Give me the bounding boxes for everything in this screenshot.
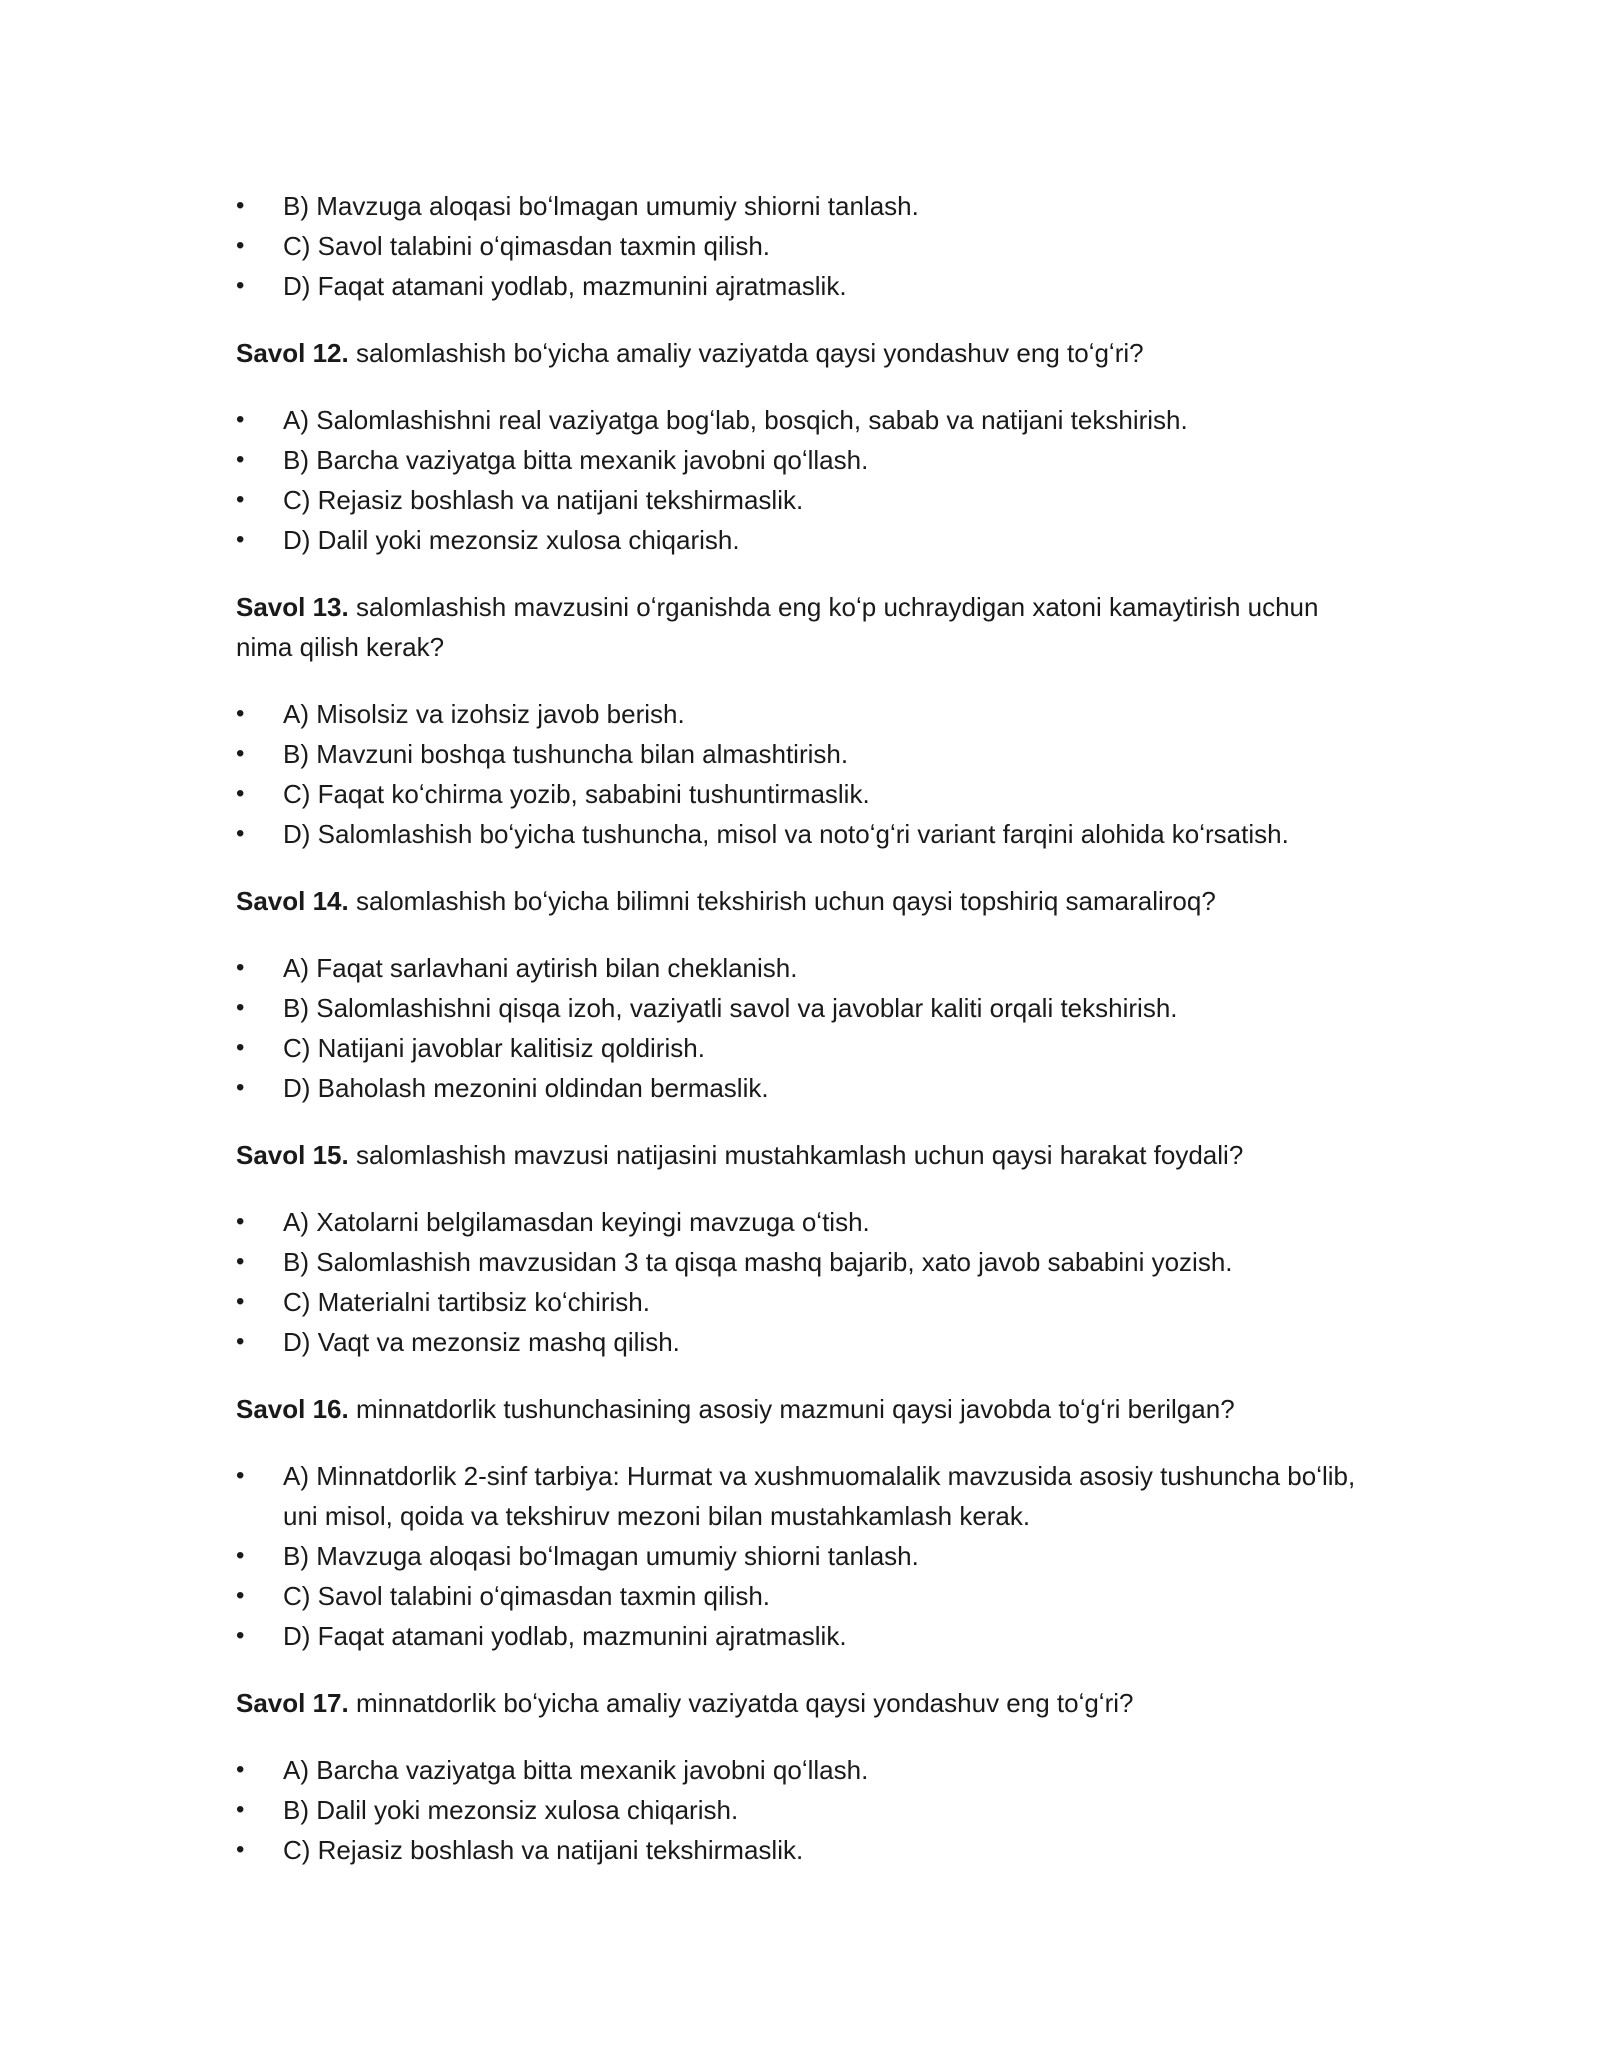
- list-item: [236, 814, 1366, 854]
- bullet-icon: •: [236, 446, 245, 473]
- option-text: C) Rejasiz boshlash va natijani tekshirmaslik.: [283, 485, 804, 515]
- option-text: C) Faqat koʻchirma yozib, sababini tushuntirmaslik.: [283, 779, 870, 809]
- bullet-icon: •: [236, 994, 245, 1021]
- document-page: [236, 186, 1366, 1870]
- bullet-icon: •: [236, 700, 245, 727]
- option-text: A) Salomlashishni real vaziyatga bogʻlab, bosqich, sabab va natijani tekshirish.: [283, 405, 1188, 435]
- bullet-icon: •: [236, 1622, 245, 1649]
- question-label: Savol 16.: [236, 1394, 349, 1424]
- list-item: [236, 988, 1366, 1028]
- option-text: B) Mavzuni boshqa tushuncha bilan almashtirish.: [283, 739, 849, 769]
- option-list: [236, 948, 1366, 1108]
- option-text: D) Faqat atamani yodlab, mazmunini ajratmaslik.: [283, 271, 847, 301]
- option-list: [236, 1456, 1366, 1656]
- option-text: B) Mavzuga aloqasi boʻlmagan umumiy shiorni tanlash.: [283, 191, 919, 221]
- option-text: B) Barcha vaziyatga bitta mexanik javobni qoʻllash.: [283, 445, 869, 475]
- list-item: [236, 1242, 1366, 1282]
- list-item: [236, 1028, 1366, 1068]
- option-text: D) Baholash mezonini oldindan bermaslik.: [283, 1073, 769, 1103]
- option-text: D) Vaqt va mezonsiz mashq qilish.: [283, 1327, 680, 1357]
- question-label: Savol 12.: [236, 338, 349, 368]
- list-item: [236, 1068, 1366, 1108]
- question-text: minnatdorlik boʻyicha amaliy vaziyatda qaysi yondashuv eng toʻgʻri?: [348, 1688, 1134, 1718]
- list-item: [236, 774, 1366, 814]
- list-item: [236, 1830, 1366, 1870]
- list-item: [236, 400, 1366, 440]
- bullet-icon: •: [236, 526, 245, 553]
- bullet-icon: •: [236, 406, 245, 433]
- bullet-icon: •: [236, 1208, 245, 1235]
- list-item: [236, 1456, 1366, 1536]
- option-text: D) Salomlashish boʻyicha tushuncha, misol va notoʻgʻri variant farqini alohida koʻrsatish.: [283, 819, 1289, 849]
- option-text: B) Salomlashish mavzusidan 3 ta qisqa mashq bajarib, xato javob sababini yozish.: [283, 1247, 1233, 1277]
- list-item: [236, 520, 1366, 560]
- list-item: [236, 1616, 1366, 1656]
- option-text: A) Xatolarni belgilamasdan keyingi mavzuga oʻtish.: [283, 1207, 870, 1237]
- question: [236, 1683, 1366, 1723]
- bullet-icon: •: [236, 1836, 245, 1863]
- option-text: A) Barcha vaziyatga bitta mexanik javobni qoʻllash.: [283, 1755, 869, 1785]
- list-item: [236, 734, 1366, 774]
- bullet-icon: •: [236, 1034, 245, 1061]
- bullet-icon: •: [236, 192, 245, 219]
- bullet-icon: •: [236, 1328, 245, 1355]
- option-text: A) Faqat sarlavhani aytirish bilan cheklanish.: [283, 953, 798, 983]
- question-text: salomlashish boʻyicha amaliy vaziyatda qaysi yondashuv eng toʻgʻri?: [348, 338, 1144, 368]
- option-text: C) Rejasiz boshlash va natijani tekshirmaslik.: [283, 1835, 804, 1865]
- option-list: [236, 694, 1366, 854]
- question: [236, 333, 1366, 373]
- bullet-icon: •: [236, 1796, 245, 1823]
- question-text: salomlashish mavzusini oʻrganishda eng koʻp uchraydigan xatoni kamaytirish uchun nima qilish kerak?: [236, 592, 1319, 662]
- list-item: [236, 480, 1366, 520]
- list-item: [236, 440, 1366, 480]
- option-text: D) Dalil yoki mezonsiz xulosa chiqarish.: [283, 525, 740, 555]
- list-item: [236, 1322, 1366, 1362]
- list-item: [236, 694, 1366, 734]
- option-text: A) Misolsiz va izohsiz javob berish.: [283, 699, 685, 729]
- question-label: Savol 17.: [236, 1688, 349, 1718]
- bullet-icon: •: [236, 954, 245, 981]
- bullet-icon: •: [236, 1756, 245, 1783]
- question: [236, 881, 1366, 921]
- question-label: Savol 14.: [236, 886, 349, 916]
- question-label: Savol 13.: [236, 592, 349, 622]
- bullet-icon: •: [236, 1074, 245, 1101]
- bullet-icon: •: [236, 232, 245, 259]
- list-item: [236, 1576, 1366, 1616]
- question: [236, 587, 1366, 667]
- bullet-icon: •: [236, 1288, 245, 1315]
- question-text: salomlashish mavzusi natijasini mustahkamlash uchun qaysi harakat foydali?: [348, 1140, 1244, 1170]
- question-text: minnatdorlik tushunchasining asosiy mazmuni qaysi javobda toʻgʻri berilgan?: [348, 1394, 1235, 1424]
- option-text: B) Dalil yoki mezonsiz xulosa chiqarish.: [283, 1795, 739, 1825]
- bullet-icon: •: [236, 820, 245, 847]
- question-text: salomlashish boʻyicha bilimni tekshirish uchun qaysi topshiriq samaraliroq?: [348, 886, 1216, 916]
- option-text: B) Salomlashishni qisqa izoh, vaziyatli savol va javoblar kaliti orqali tekshirish.: [283, 993, 1178, 1023]
- option-text: D) Faqat atamani yodlab, mazmunini ajratmaslik.: [283, 1621, 847, 1651]
- option-text: B) Mavzuga aloqasi boʻlmagan umumiy shiorni tanlash.: [283, 1541, 919, 1571]
- bullet-icon: •: [236, 1248, 245, 1275]
- bullet-icon: •: [236, 1582, 245, 1609]
- list-item: [236, 948, 1366, 988]
- option-list: [236, 186, 1366, 306]
- list-item: [236, 1536, 1366, 1576]
- list-item: [236, 266, 1366, 306]
- list-item: [236, 1750, 1366, 1790]
- question: [236, 1135, 1366, 1175]
- question: [236, 1389, 1366, 1429]
- bullet-icon: •: [236, 780, 245, 807]
- option-text: C) Materialni tartibsiz koʻchirish.: [283, 1287, 650, 1317]
- bullet-icon: •: [236, 1462, 245, 1489]
- option-list: [236, 1750, 1366, 1870]
- option-list: [236, 400, 1366, 560]
- list-item: [236, 186, 1366, 226]
- list-item: [236, 226, 1366, 266]
- option-list: [236, 1202, 1366, 1362]
- list-item: [236, 1202, 1366, 1242]
- option-text: A) Minnatdorlik 2-sinf tarbiya: Hurmat va xushmuomalalik mavzusida asosiy tushuncha boʻlib, uni misol, qoida va tekshiruv mezoni bilan mustahkamlash kerak.: [283, 1461, 1356, 1531]
- bullet-icon: •: [236, 272, 245, 299]
- list-item: [236, 1282, 1366, 1322]
- option-text: C) Savol talabini oʻqimasdan taxmin qilish.: [283, 1581, 771, 1611]
- list-item: [236, 1790, 1366, 1830]
- option-text: C) Natijani javoblar kalitisiz qoldirish.: [283, 1033, 705, 1063]
- bullet-icon: •: [236, 740, 245, 767]
- bullet-icon: •: [236, 486, 245, 513]
- bullet-icon: •: [236, 1542, 245, 1569]
- option-text: C) Savol talabini oʻqimasdan taxmin qilish.: [283, 231, 771, 261]
- question-label: Savol 15.: [236, 1140, 349, 1170]
